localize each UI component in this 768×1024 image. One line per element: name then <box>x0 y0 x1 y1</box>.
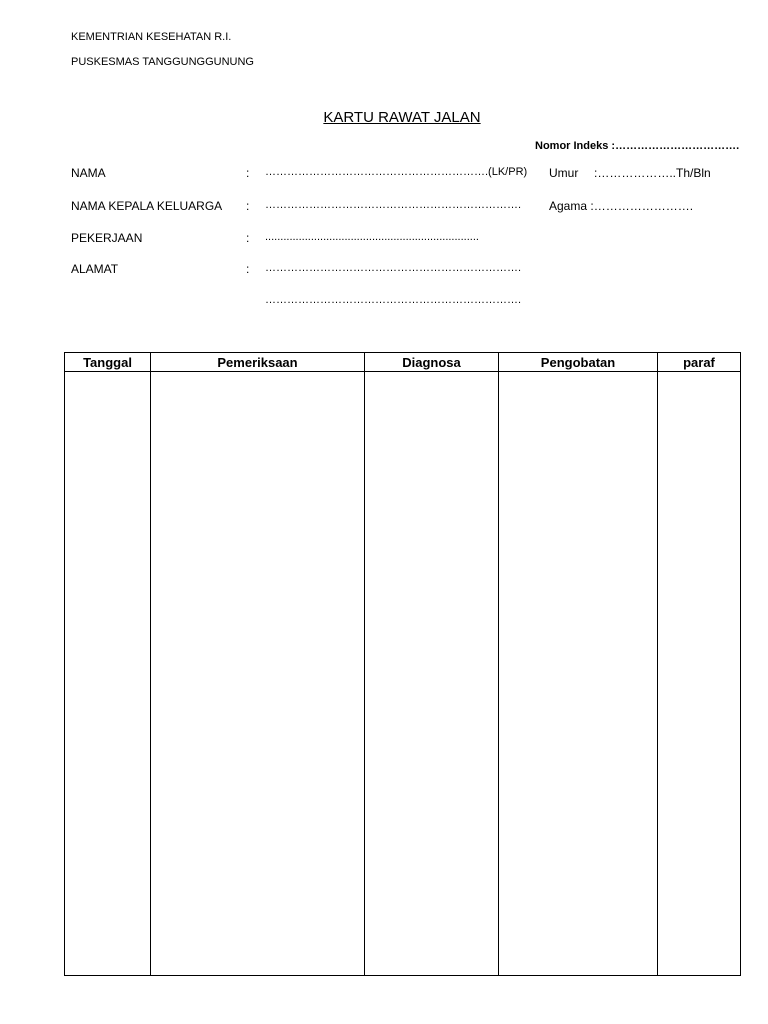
pekerjaan-label: PEKERJAAN <box>71 231 143 245</box>
column-header-diagnosa: Diagnosa <box>365 353 499 372</box>
pekerjaan-value: ...................................................................... <box>265 231 479 243</box>
nama-value: …………………………………………………….(LK/PR) <box>265 166 528 178</box>
tanggal-cell[interactable] <box>65 372 151 976</box>
alamat-value-line2: ……………………………………………………………. <box>265 294 522 306</box>
umur-value: :………………..Th/Bln <box>594 166 711 180</box>
umur-label: Umur <box>549 166 579 180</box>
column-header-tanggal: Tanggal <box>65 353 151 372</box>
index-number-field: Nomor Indeks :……………………………. <box>535 140 740 152</box>
visit-table <box>64 352 741 976</box>
pemeriksaan-cell[interactable] <box>151 372 365 976</box>
column-header-pemeriksaan: Pemeriksaan <box>151 353 365 372</box>
nama-label: NAMA <box>71 166 106 180</box>
pekerjaan-colon: : <box>246 231 250 245</box>
kepala-keluarga-label: NAMA KEPALA KELUARGA <box>71 199 223 213</box>
column-header-pengobatan: Pengobatan <box>499 353 658 372</box>
kepala-keluarga-colon: : <box>246 199 250 213</box>
alamat-value: ……………………………………………………………. <box>265 262 522 274</box>
table-body-row <box>65 372 741 976</box>
ministry-name: KEMENTRIAN KESEHATAN R.I. <box>71 31 232 43</box>
column-header-paraf: paraf <box>658 353 741 372</box>
agama-field: Agama :……………………. <box>549 199 694 213</box>
clinic-name: PUSKESMAS TANGGUNGGUNUNG <box>71 56 254 68</box>
kepala-keluarga-value: ……………………………………………………………. <box>265 199 522 211</box>
diagnosa-cell[interactable] <box>365 372 499 976</box>
nama-colon: : <box>246 166 250 180</box>
paraf-cell[interactable] <box>658 372 741 976</box>
page-title: KARTU RAWAT JALAN <box>323 109 481 126</box>
alamat-colon: : <box>246 262 250 276</box>
alamat-label: ALAMAT <box>71 262 119 276</box>
table-header-row <box>65 353 741 372</box>
pengobatan-cell[interactable] <box>499 372 658 976</box>
